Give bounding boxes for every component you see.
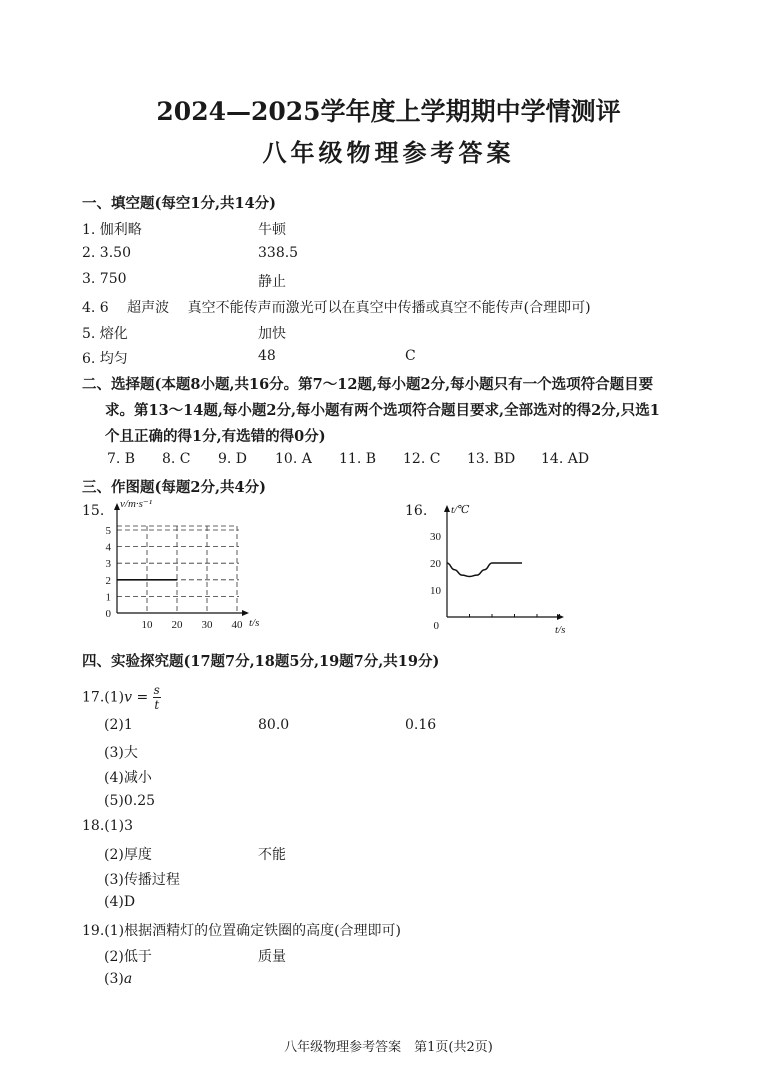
y-tick-label: 30: [430, 531, 441, 543]
s1-row2-col2: 338.5: [258, 245, 299, 261]
section-2-line3: 个且正确的得1分,有选错的得0分): [105, 428, 326, 445]
document-title: 2024—2025学年度上学期期中学情测评: [156, 97, 621, 126]
velocity-time-chart: [95, 495, 275, 635]
temperature-time-chart: [415, 497, 585, 637]
y-tick-label: 2: [105, 574, 111, 587]
section-3-heading: 三、作图题(每题2分,共4分): [82, 479, 266, 496]
s1-row1-col2: 牛顿: [258, 222, 286, 238]
mc-answer: 13. BD: [467, 451, 516, 467]
q18-p4: (4)D: [104, 894, 136, 910]
y-tick-label: 1: [105, 591, 111, 604]
q17-p2-col2: 80.0: [258, 717, 290, 733]
x-tick-label: 30: [201, 619, 213, 631]
s1-row1-col1: 1. 伽利略: [82, 222, 142, 238]
q17-p1: [82, 683, 161, 712]
y-tick-label: 20: [430, 558, 441, 570]
q18-p2-col2: 不能: [258, 847, 286, 863]
mc-answer: 10. A: [275, 451, 312, 467]
mc-answer: 8. C: [162, 451, 191, 467]
s1-row6-col1: 6. 均匀: [82, 351, 128, 367]
q18-p3: (3)传播过程: [104, 872, 180, 888]
y-tick-label: 3: [105, 558, 111, 571]
x-axis-label: t/s: [555, 624, 566, 636]
x-tick-label: 10: [141, 619, 153, 631]
s1-row5-col2: 加快: [258, 326, 286, 342]
s1-row6-col2: 48: [258, 348, 276, 364]
s1-row3-col1: 3. 750: [82, 271, 127, 287]
y-tick-label: 0: [105, 608, 111, 620]
velocity-formula: [153, 683, 161, 712]
q16-label: 16.: [405, 503, 428, 519]
q17-p5: (5)0.25: [104, 793, 156, 809]
q17-p3: (3)大: [104, 745, 138, 761]
section-4-heading: 四、实验探究题(17题7分,18题5分,19题7分,共19分): [82, 653, 440, 670]
x-axis-label: t/s: [249, 617, 260, 629]
y-axis-label: t/℃: [451, 504, 470, 516]
section-2-line1: 二、选择题(本题8小题,共16分。第7～12题,每小题2分,每小题只有一个选项符合题目要: [82, 376, 654, 393]
s1-row6-col3: C: [405, 348, 416, 364]
y-tick-label: 5: [105, 525, 111, 537]
y-axis-arrow: [444, 505, 450, 512]
s1-row2-col1: 2. 3.50: [82, 245, 131, 261]
q19-p2-col1: (2)低于: [104, 949, 152, 965]
mc-answer: 9. D: [218, 451, 248, 467]
q15-label: 15.: [82, 503, 105, 519]
q19-p2-col2: 质量: [258, 949, 286, 965]
q17-p4: (4)减小: [104, 770, 152, 786]
y-tick-label: 10: [430, 585, 441, 597]
s1-row3-col2: 静止: [258, 274, 286, 290]
formula-denominator: t: [154, 698, 160, 712]
mc-answer: 11. B: [339, 451, 377, 467]
q19-p3-variable: a: [123, 971, 133, 987]
mc-answer: 12. C: [403, 451, 441, 467]
x-tick-label: 20: [171, 619, 183, 631]
temperature-curve: [447, 563, 522, 577]
x-axis-arrow: [557, 614, 564, 620]
q19-p1: 19.(1)根据酒精灯的位置确定铁圈的高度(合理即可): [82, 923, 402, 939]
mc-answer: 7. B: [107, 451, 136, 467]
q17-p2-col1: (2)1: [104, 717, 133, 733]
q18-p2-col1: (2)厚度: [104, 847, 152, 863]
y-tick-label: 4: [105, 541, 111, 554]
mc-answer: 14. AD: [541, 451, 590, 467]
section-2-line2: 求。第13～14题,每小题2分,每小题有两个选项符合题目要求,全部选对的得2分,只选1: [105, 402, 660, 419]
q18-p1: 18.(1)3: [82, 818, 134, 834]
x-tick-label: 40: [231, 619, 243, 631]
document-subtitle: 八年级物理参考答案: [262, 138, 515, 167]
q17-formula-lhs: v =: [124, 689, 149, 706]
y-axis-label: v/m·s⁻¹: [120, 498, 153, 510]
s1-row4-col1: 4. 6 超声波 真空不能传声而激光可以在真空中传播或真空不能传声(合理即可): [82, 300, 591, 316]
q19-p3-prefix: (3): [104, 971, 124, 987]
y-tick-label: 0: [433, 620, 439, 632]
x-axis-arrow: [242, 610, 249, 616]
s1-row5-col1: 5. 熔化: [82, 326, 128, 342]
q17-p1-prefix: 17.(1): [82, 689, 125, 706]
formula-numerator: s: [153, 683, 160, 697]
page-footer: 八年级物理参考答案 第1页(共2页): [284, 1040, 493, 1055]
q17-p2-col3: 0.16: [405, 717, 437, 733]
section-1-heading: 一、填空题(每空1分,共14分): [82, 195, 277, 212]
q19-p3: [104, 971, 132, 987]
